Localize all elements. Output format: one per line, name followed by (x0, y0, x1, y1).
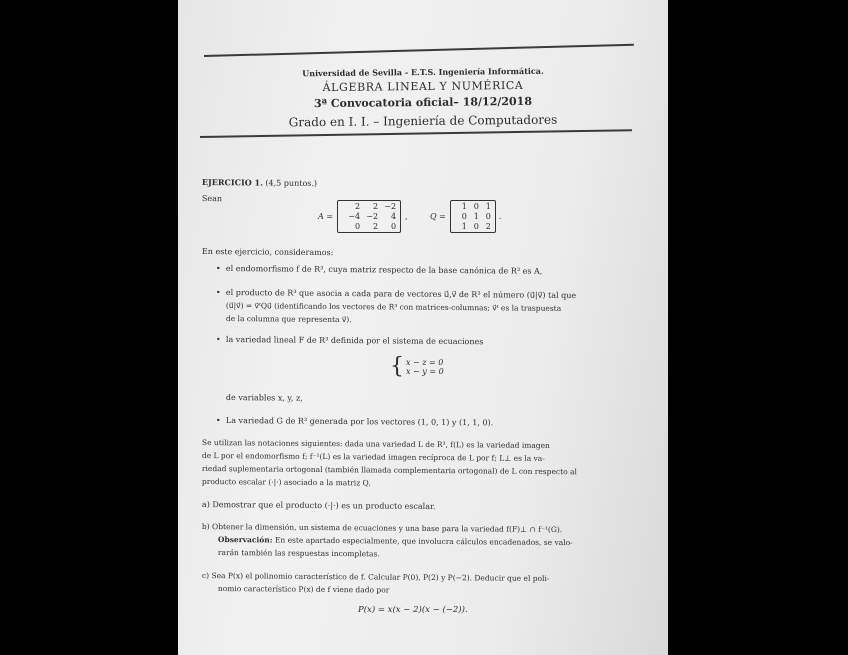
characteristic-polynomial: P(x) = x(x − 2)(x − (−2)). (358, 605, 468, 615)
university-line: Universidad de Sevilla - E.T.S. Ingeniería Informática. (302, 65, 544, 79)
matrix-a-cell: 0 (354, 222, 361, 231)
bullet-product-line2: (u⃗|v⃗) = v⃗ᵗQu⃗ (identificando los vectores de R³ con matrices-columnas; v⃗ᵗ es la traspuesta (225, 300, 562, 313)
exam-sheet (178, 0, 668, 655)
matrix-a-cell: 4 (390, 212, 397, 221)
header-bottom-rule (200, 129, 632, 138)
matrix-q: Q = 1 0 1 0 1 0 1 0 2 . (430, 202, 502, 231)
notation-line3: riedad suplementaria ortogonal (también llamada complementaria ortogonal) de L con respecto al (201, 463, 577, 477)
exercise-title: EJERCICIO 1. (201, 176, 263, 188)
part-b-line1: b) Obtener la dimensión, un sistema de ecuaciones y una base para la variedad f(F)⊥ ∩ f⁻¹(G). (201, 521, 563, 535)
matrix-a: A = 2 2 −2 −4 −2 4 0 2 0 , (318, 202, 408, 231)
part-c-line2: nomio característico P(x) de f viene dado por (217, 583, 390, 595)
matrix-q-cell: 1 (461, 202, 467, 211)
matrix-a-cell: −2 (384, 202, 397, 211)
matrix-a-cell: −4 (348, 212, 361, 221)
matrix-q-grid (450, 200, 496, 233)
matrix-a-label: A = (318, 212, 334, 221)
matrix-a-cell: 2 (372, 202, 379, 211)
bullet-endomorphism: • el endomorfismo f de R³, cuya matriz respecto de la base canónica de R³ es A, (226, 263, 542, 278)
part-c-line1: c) Sea P(x) el polinomio característico de f. Calcular P(0), P(2) y P(−2). Deducir que el poli- (201, 570, 550, 584)
system-eq-1: x − z = 0 (406, 358, 444, 367)
part-b-line3: rarán también las respuestas incompletas. (217, 547, 380, 559)
matrix-a-cell: 2 (354, 202, 361, 211)
matrix-q-cell: 2 (485, 222, 491, 231)
notation-line1: Se utilizan las notaciones siguientes: dada una variedad L de R³, f(L) es la variedad imagen (201, 437, 550, 451)
course-title: ÁLGEBRA LINEAL Y NUMÉRICA (322, 78, 524, 95)
matrix-q-cell: 0 (473, 202, 479, 211)
exam-call: 3ª Convocatoria oficial– 18/12/2018 (313, 94, 533, 111)
exercise-heading (202, 176, 317, 190)
matrix-q-cell: 1 (461, 222, 467, 231)
observation-text: En este apartado especialmente, que involucra cálculos encadenados, se valo- (274, 535, 573, 548)
intro-text: En este ejercicio, consideramos: (201, 246, 334, 258)
sean-label: Sean (201, 193, 223, 204)
bullet-variety-g: • La variedad G de R³ generada por los vectores (1, 0, 1) y (1, 1, 0). (226, 415, 493, 429)
observation-label: Observación: (217, 534, 273, 545)
equation-system (390, 356, 444, 378)
bullet-product-line1: • el producto de R³ que asocia a cada para de vectores u⃗,v⃗ de R³ el número (u⃗|v⃗) tal que (226, 287, 576, 302)
bullet-variety-f: • la variedad lineal F de R³ definida por el sistema de ecuaciones (226, 334, 484, 348)
degree-line: Grado en I. I. – Ingeniería de Computadores (288, 112, 558, 130)
matrix-q-label: Q = (430, 212, 446, 221)
matrix-a-grid (337, 200, 401, 233)
notation-line4: producto escalar (·|·) asociado a la matriz Q. (201, 476, 371, 488)
matrix-a-cell: 2 (372, 222, 379, 231)
exercise-points: (4,5 puntos.) (265, 178, 318, 189)
bullet-product-line3: de la columna que representa v⃗). (225, 313, 352, 325)
matrix-q-cell: 0 (473, 222, 479, 231)
system-eq-2: x − y = 0 (406, 367, 444, 376)
matrix-q-cell: 0 (461, 212, 467, 221)
system-brace: { (390, 354, 404, 379)
matrix-a-cell: 0 (390, 222, 397, 231)
matrix-a-cell: −2 (366, 212, 379, 221)
matrix-q-cell: 1 (485, 202, 491, 211)
variables-text: de variables x, y, z, (225, 392, 303, 403)
matrix-q-cell: 1 (473, 212, 479, 221)
matrix-q-cell: 0 (485, 212, 491, 221)
header-top-rule (204, 44, 634, 57)
notation-line2: de L por el endomorfismo f; f⁻¹(L) es la variedad imagen recíproca de L por f; L⊥ es la va- (201, 450, 545, 463)
part-a: a) Demostrar que el producto (·|·) es un producto escalar. (201, 499, 436, 512)
